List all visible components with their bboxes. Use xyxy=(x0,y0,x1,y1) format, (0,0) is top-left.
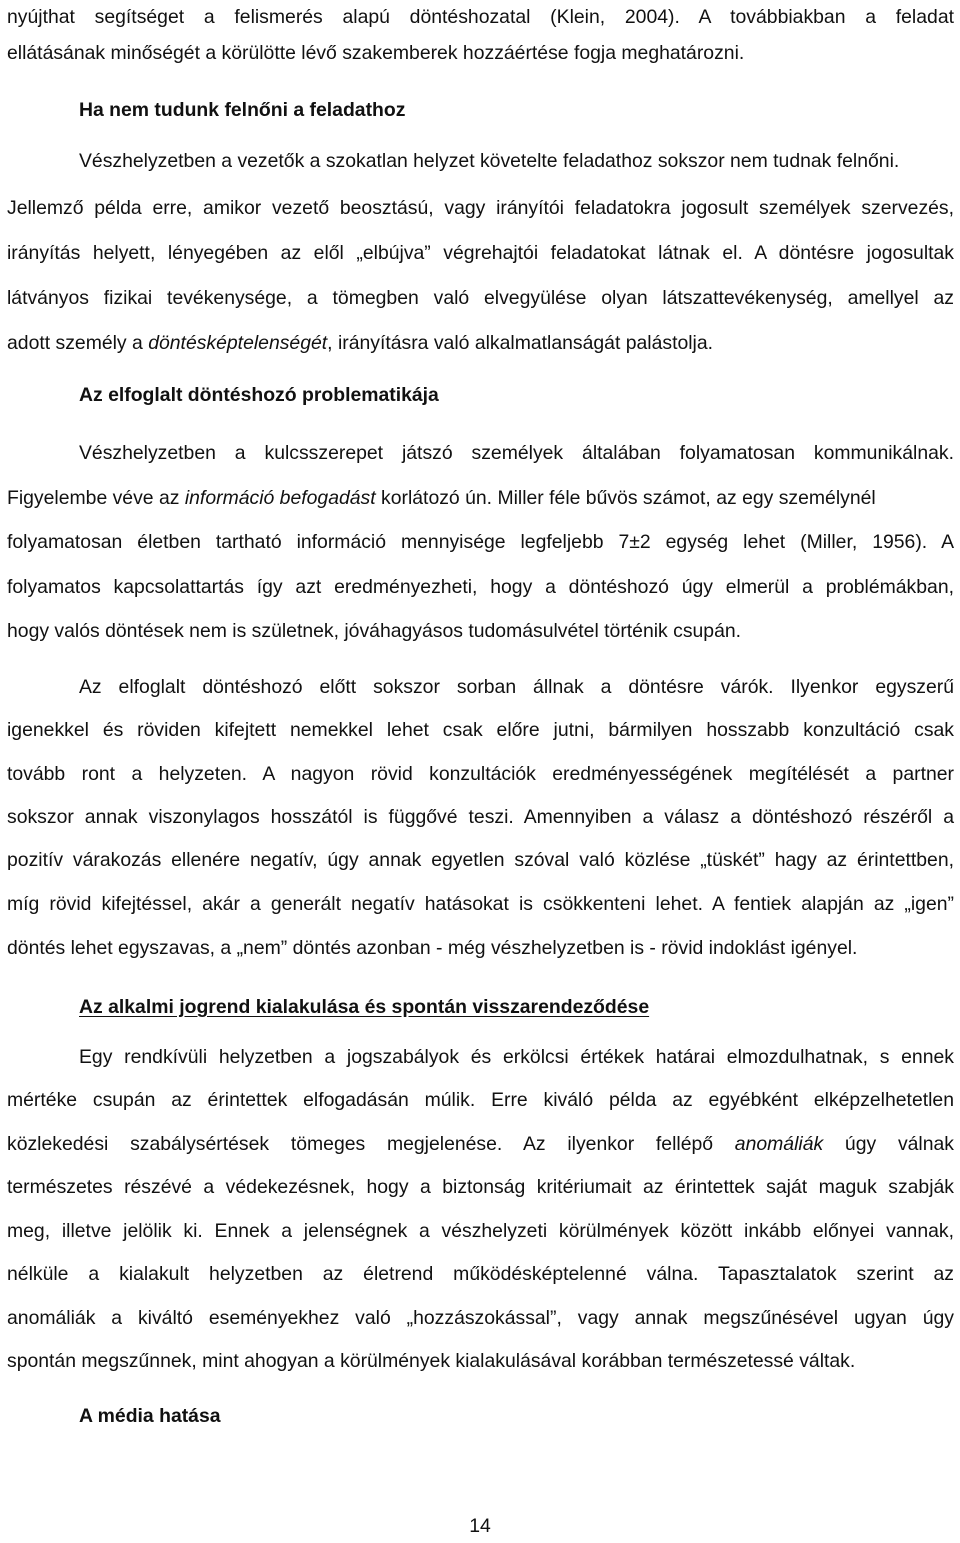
text-segment: tovább ront a helyzeten. A nagyon rövid konzultációk eredményességének megítélését a partner xyxy=(7,763,954,785)
emphasis-text: információ befogadást xyxy=(184,487,376,509)
text-segment: Jellemző példa erre, amikor vezető beosztású, vagy irányítói feladatokra jogosult személyek szervezés, xyxy=(7,197,954,219)
text-line xyxy=(7,843,954,877)
text-line xyxy=(7,931,954,965)
text-segment: úgy válnak xyxy=(823,1133,954,1155)
text-segment: természetes részévé a védekezésnek, hogy a biztonság kritériumait az érintettek saját maguk szabják xyxy=(7,1176,954,1198)
text-line xyxy=(7,525,954,559)
text-segment: ellátásának minőségét a körülötte lévő szakemberek hozzáértése fogja meghatározni. xyxy=(7,42,745,64)
text-segment: folyamatosan életben tartható információ mennyisége legfeljebb 7±2 egység lehet (Miller, 1956). A xyxy=(7,531,954,553)
text-segment: látványos fizikai tevékenysége, a tömegben való elvegyülése olyan látszattevékenység, amellyel az xyxy=(7,287,954,309)
text-segment: Ha nem tudunk felnőni a feladathoz xyxy=(79,99,406,121)
text-line xyxy=(7,1170,954,1204)
text-line xyxy=(7,281,954,315)
text-segment: nyújthat segítséget a felismerés alapú döntéshozatal (Klein, 2004). A továbbiakban a feladat xyxy=(7,6,954,28)
text-segment: anomáliák a kiváltó eseményekhez való „hozzászokással”, vagy annak megszűnésével ugyan úgy xyxy=(7,1307,954,1329)
text-segment: korlátozó ún. Miller féle bűvös számot, az egy személynél xyxy=(375,487,876,509)
emphasis-text: anomáliák xyxy=(734,1133,824,1155)
text-line xyxy=(7,614,954,648)
text-line xyxy=(79,1040,954,1074)
text-segment: Vészhelyzetben a vezetők a szokatlan helyzet követelte feladathoz sokszor nem tudnak felnőni. xyxy=(79,150,900,172)
text-line xyxy=(7,757,954,791)
text-line xyxy=(7,713,954,747)
section-heading xyxy=(79,990,649,1024)
text-line xyxy=(7,1257,954,1291)
text-line xyxy=(7,1344,954,1378)
text-segment: spontán megszűnnek, mint ahogyan a körülmények kialakulásával korábban természetessé váltak. xyxy=(7,1350,856,1372)
text-line xyxy=(79,144,954,178)
text-segment: hogy valós döntések nem is születnek, jóváhagyásos tudomásulvétel történik csupán. xyxy=(7,620,742,642)
text-segment: folyamatos kapcsolattartás így azt eredményezheti, hogy a döntéshozó úgy elmerül a problémákban, xyxy=(7,576,954,598)
text-line xyxy=(7,1214,954,1248)
text-segment: adott személy a xyxy=(7,332,149,354)
text-line xyxy=(7,36,954,70)
text-line xyxy=(7,1301,954,1335)
text-segment: Az elfoglalt döntéshozó problematikája xyxy=(79,384,439,406)
text-line xyxy=(7,1083,954,1117)
text-segment: Vészhelyzetben a kulcsszerepet játszó személyek általában folyamatosan kommunikálnak. xyxy=(79,442,954,464)
text-segment: , irányításra való alkalmatlanságát palástolja. xyxy=(327,332,714,354)
emphasis-text: döntésképtelenségét xyxy=(148,332,328,354)
text-line xyxy=(79,436,954,470)
text-line xyxy=(7,800,954,834)
text-line xyxy=(7,191,954,225)
text-segment: mértéke csupán az érintettek elfogadásán múlik. Erre kiváló példa az egyébként elképzelhetetlen xyxy=(7,1089,954,1111)
page-number: 14 xyxy=(469,1515,491,1537)
text-line xyxy=(79,670,954,704)
section-heading xyxy=(79,1399,221,1433)
text-line xyxy=(7,887,954,921)
text-line xyxy=(7,236,954,270)
text-line xyxy=(7,0,954,34)
text-segment: Figyelembe véve az xyxy=(7,487,185,509)
text-line xyxy=(7,326,954,360)
text-segment: pozitív várakozás ellenére negatív, úgy annak egyetlen szóval való közlése „tüskét” hagy az érintettben, xyxy=(7,849,954,871)
text-segment: közlekedési szabálysértések tömeges megjelenése. Az ilyenkor fellépő xyxy=(7,1133,735,1155)
text-line xyxy=(7,481,954,515)
section-heading xyxy=(79,378,439,412)
text-segment: Az alkalmi jogrend kialakulása és spontán visszarendeződése xyxy=(79,996,650,1018)
text-segment: sokszor annak viszonylagos hosszától is függővé teszi. Amennyiben a válasz a döntéshozó részéről a xyxy=(7,806,954,828)
text-segment: Egy rendkívüli helyzetben a jogszabályok és erkölcsi értékek határai elmozdulhatnak, s ennek xyxy=(79,1046,954,1068)
text-segment: Az elfoglalt döntéshozó előtt sokszor sorban állnak a döntésre várók. Ilyenkor egyszerű xyxy=(79,676,954,698)
text-segment: A média hatása xyxy=(79,1405,221,1427)
text-segment: nélküle a kialakult helyzetben az életrend működésképtelenné válna. Tapasztalatok szerint az xyxy=(7,1263,954,1285)
text-segment: igenekkel és röviden kifejtett nemekkel lehet csak előre jutni, bármilyen hosszabb konzultáció csak xyxy=(7,719,954,741)
text-segment: döntés lehet egyszavas, a „nem” döntés azonban - még vészhelyzetben is - rövid indoklást igényel. xyxy=(7,937,858,959)
text-line xyxy=(7,1127,954,1161)
text-segment: míg rövid kifejtéssel, akár a generált negatív hatásokat is csökkenteni lehet. A fentiek alapján az „igen” xyxy=(7,893,954,915)
text-segment: irányítás helyett, lényegében az elől „elbújva” végrehajtói feladatokat látnak el. A döntésre jogosultak xyxy=(7,242,954,264)
text-line xyxy=(7,570,954,604)
text-segment: meg, illetve jelölik ki. Ennek a jelenségnek a vészhelyzeti körülmények között inkább előnyei vannak, xyxy=(7,1220,954,1242)
section-heading xyxy=(79,93,405,127)
